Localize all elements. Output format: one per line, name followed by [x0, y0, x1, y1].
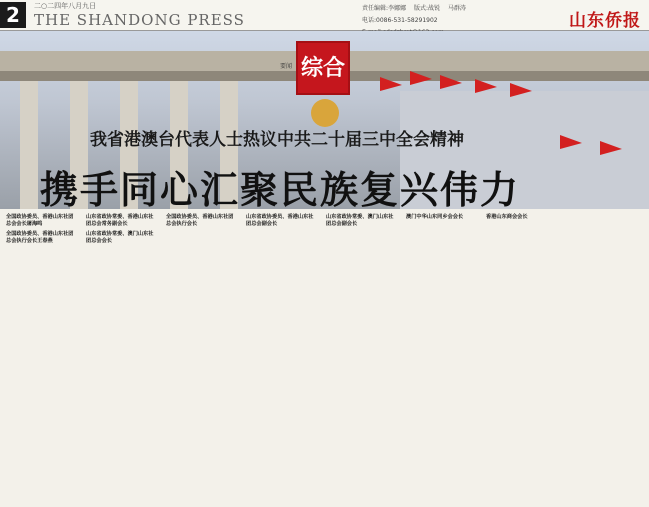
issue-date: 二○二四年八月九日: [34, 2, 97, 10]
text-column: [6, 211, 78, 503]
subhead: 全国政协委员、香港山东社团总会执行会长: [166, 214, 234, 227]
subhead: 香港山东商会会长: [486, 214, 528, 220]
text-column: [326, 211, 398, 503]
press-name: THE SHANDONG PRESS: [34, 11, 245, 29]
subhead: 全国政协委员、香港山东社团总会会长屠海鸣: [6, 214, 74, 227]
section-label: 要闻: [280, 63, 293, 70]
text-column: [86, 211, 158, 503]
article-body: [0, 209, 649, 507]
subhead: 山东省政协常委、澳门山东社团总会副会长: [326, 214, 394, 227]
editor-item: 责任编辑:李娜娜: [362, 5, 407, 12]
text-column: [406, 211, 478, 503]
text-column: [486, 211, 558, 503]
editor-item: 马群涛: [447, 5, 466, 12]
article-kicker: 我省港澳台代表人士热议中共二十届三中全会精神: [90, 130, 464, 150]
masthead-logo: 山东侨报: [569, 11, 641, 31]
page-header: [0, 0, 649, 31]
editor-item: 版式:战锐: [413, 5, 440, 12]
section-stamp: 综合: [296, 41, 350, 95]
subhead: 全国政协委员、香港山东社团总会执行会长王春燕: [6, 231, 74, 244]
text-column: [246, 211, 318, 503]
subhead: 山东省政协常委、香港山东社团总会常务副会长: [86, 214, 154, 227]
page-number: 2: [0, 2, 26, 28]
subhead: 山东省政协委员、香港山东社团总会副会长: [246, 214, 314, 227]
article-headline: 携手同心汇聚民族复兴伟力: [40, 167, 521, 209]
hero-photo: [0, 31, 649, 209]
subhead: 澳门中华山东同乡会会长: [406, 214, 464, 220]
text-column: [166, 211, 238, 503]
editor-item: 电话:0086-531-58291902: [362, 17, 438, 24]
text-column: [566, 211, 638, 503]
subhead: 山东省政协常委、澳门山东社团总会会长: [86, 231, 154, 244]
